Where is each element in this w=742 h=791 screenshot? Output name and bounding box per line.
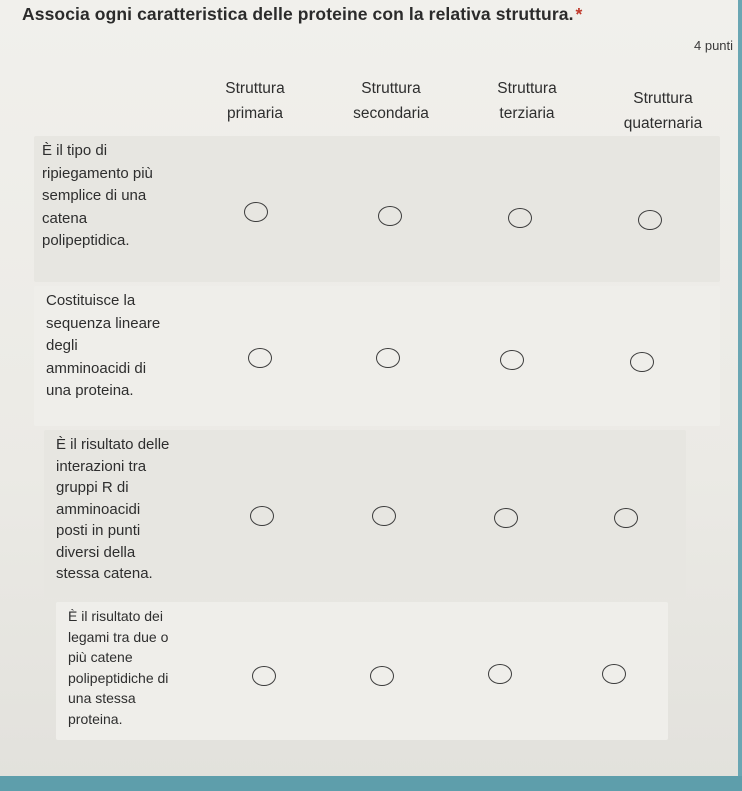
column-header-line2: secondaria	[353, 105, 429, 122]
question-text: Associa ogni caratteristica delle proteine con la relativa struttura.	[22, 4, 574, 24]
radio-row4-terziaria[interactable]	[488, 664, 512, 684]
radio-row4-primaria[interactable]	[252, 666, 276, 686]
column-header-line1: Struttura	[633, 90, 693, 107]
radio-row3-terziaria[interactable]	[494, 508, 518, 528]
radio-row1-quaternaria[interactable]	[638, 210, 662, 230]
grid-row-2	[34, 286, 720, 426]
row-label-line: stessa catena.	[56, 565, 153, 582]
row-label-line: È il risultato dei	[68, 608, 163, 624]
column-header-quaternaria	[598, 86, 728, 136]
radio-row4-quaternaria[interactable]	[602, 664, 626, 684]
radio-row3-secondaria[interactable]	[372, 506, 396, 526]
radio-row3-primaria[interactable]	[250, 506, 274, 526]
radio-row2-quaternaria[interactable]	[630, 352, 654, 372]
background-edge	[0, 776, 742, 791]
row-label-line: gruppi R di	[56, 479, 129, 496]
question-title	[22, 4, 582, 25]
row-label	[46, 290, 216, 403]
column-header-line2: primaria	[227, 105, 283, 122]
grid-row-4	[56, 602, 668, 740]
column-header-line1: Struttura	[497, 80, 557, 97]
row-label-line: una stessa	[68, 690, 136, 706]
points-label: 4 punti	[694, 38, 734, 53]
row-label-line: legami tra due o	[68, 628, 169, 645]
row-label-line: posti in punti	[56, 522, 141, 539]
radio-row1-secondaria[interactable]	[378, 206, 402, 226]
column-header-line1: Struttura	[225, 80, 285, 97]
grid-row-3	[44, 430, 686, 598]
column-header-terziaria	[462, 76, 592, 126]
radio-row2-secondaria[interactable]	[376, 348, 400, 368]
row-label-line: ripiegamento più	[42, 164, 153, 182]
radio-row4-secondaria[interactable]	[370, 666, 394, 686]
row-label-line: È il tipo di	[42, 142, 108, 159]
row-label-line: amminoacidi di	[46, 359, 147, 377]
row-label-line: catena	[42, 209, 88, 227]
row-label-line: polipeptidica.	[42, 232, 130, 249]
column-header-primaria	[190, 76, 320, 126]
row-label-line: amminoacidi	[56, 500, 141, 518]
radio-row1-primaria[interactable]	[244, 202, 268, 222]
radio-row1-terziaria[interactable]	[508, 208, 532, 228]
row-label-line: proteina.	[68, 710, 123, 727]
row-label-line: degli	[46, 337, 78, 354]
row-label-line: interazioni tra	[56, 457, 147, 475]
radio-row3-quaternaria[interactable]	[614, 508, 638, 528]
row-label-line: sequenza lineare	[46, 314, 161, 332]
row-label-line: È il risultato delle	[56, 436, 170, 453]
row-label	[56, 434, 226, 585]
column-header-line2: quaternaria	[623, 115, 703, 132]
row-label	[42, 140, 212, 253]
column-header-secondaria	[326, 76, 456, 126]
radio-row2-terziaria[interactable]	[500, 350, 524, 370]
row-label-line: Costituisce la	[46, 292, 136, 309]
row-label	[68, 606, 238, 729]
radio-row2-primaria[interactable]	[248, 348, 272, 368]
column-header-line2: terziaria	[499, 105, 555, 122]
row-label-line: più catene	[68, 649, 133, 665]
column-header-line1: Struttura	[361, 80, 421, 97]
row-label-line: una proteina.	[46, 382, 134, 399]
row-label-line: semplice di una	[42, 187, 147, 204]
grid-row-1	[34, 136, 720, 282]
required-asterisk: *	[575, 4, 583, 24]
row-label-line: polipeptidiche di	[68, 669, 169, 686]
row-label-line: diversi della	[56, 543, 136, 561]
